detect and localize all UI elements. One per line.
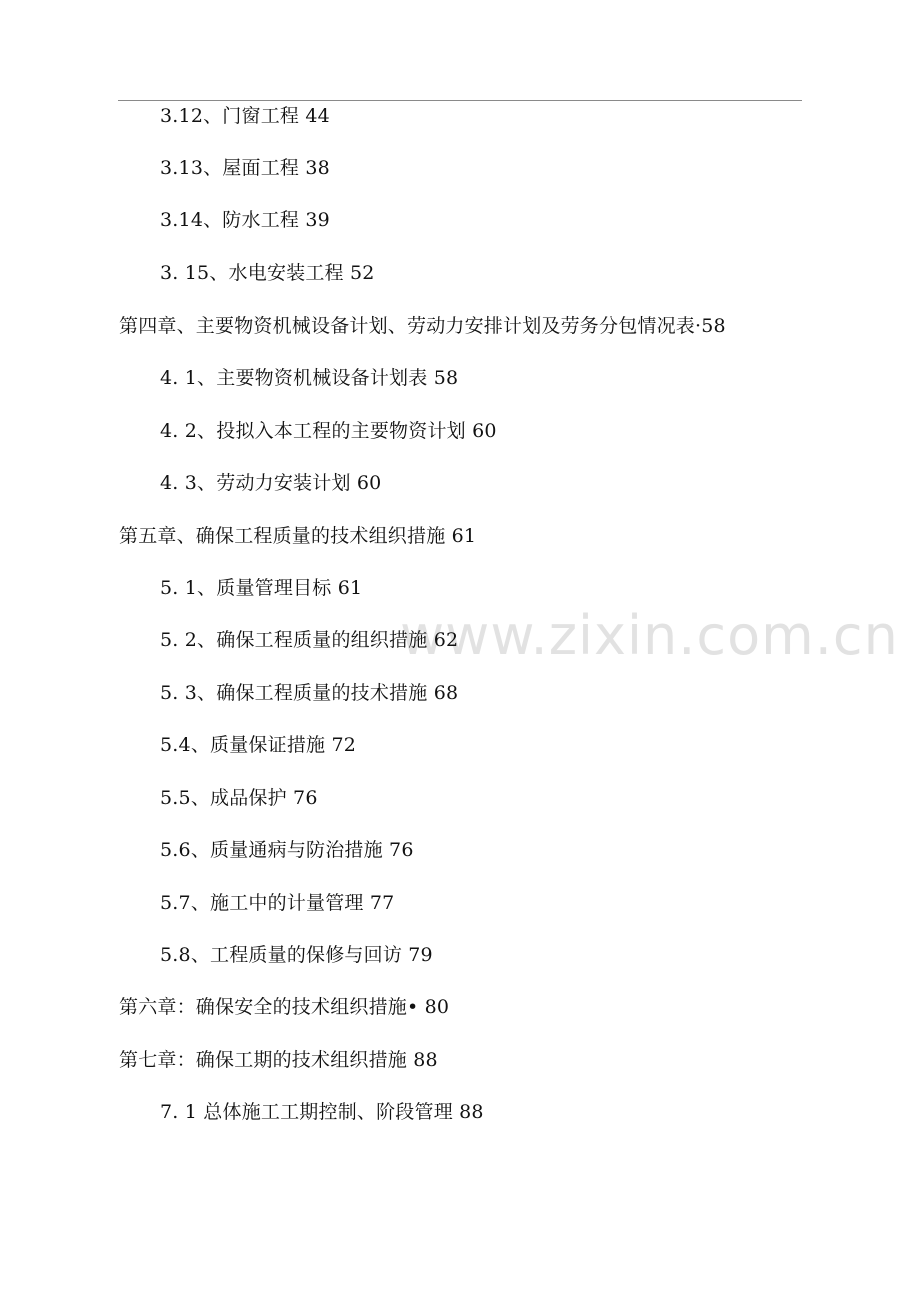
toc-entry-5-5: 5.5、成品保护 76 <box>160 787 318 809</box>
toc-entry-4-3: 4. 3、劳动力安装计划 60 <box>160 472 382 494</box>
toc-entry-7-1: 7. 1 总体施工工期控制、阶段管理 88 <box>160 1101 484 1123</box>
toc-entry-5-7: 5.7、施工中的计量管理 77 <box>160 892 395 914</box>
toc-entry-3-13: 3.13、屋面工程 38 <box>160 157 330 179</box>
toc-entry-5-8: 5.8、工程质量的保修与回访 79 <box>160 944 433 966</box>
toc-chapter-5: 第五章、确保工程质量的技术组织措施 61 <box>119 525 477 547</box>
toc-chapter-4: 第四章、主要物资机械设备计划、劳动力安排计划及劳务分包情况表·58 <box>119 315 726 337</box>
toc-chapter-6: 第六章：确保安全的技术组织措施• 80 <box>119 996 450 1018</box>
toc-entry-5-1: 5. 1、质量管理目标 61 <box>160 577 363 599</box>
watermark-text: www.zixin.com.cn <box>400 604 899 667</box>
toc-entry-5-3: 5. 3、确保工程质量的技术措施 68 <box>160 682 459 704</box>
toc-entry-3-14: 3.14、防水工程 39 <box>160 209 330 231</box>
toc-entry-4-2: 4. 2、投拟入本工程的主要物资计划 60 <box>160 420 497 442</box>
toc-entry-5-2: 5. 2、确保工程质量的组织措施 62 <box>160 629 459 651</box>
toc-entry-5-4: 5.4、质量保证措施 72 <box>160 734 357 756</box>
toc-entry-3-15: 3. 15、水电安装工程 52 <box>160 262 375 284</box>
toc-entry-5-6: 5.6、质量通病与防治措施 76 <box>160 839 414 861</box>
toc-chapter-7: 第七章：确保工期的技术组织措施 88 <box>119 1049 438 1071</box>
toc-entry-4-1: 4. 1、主要物资机械设备计划表 58 <box>160 367 459 389</box>
toc-entry-3-12: 3.12、门窗工程 44 <box>160 105 330 127</box>
